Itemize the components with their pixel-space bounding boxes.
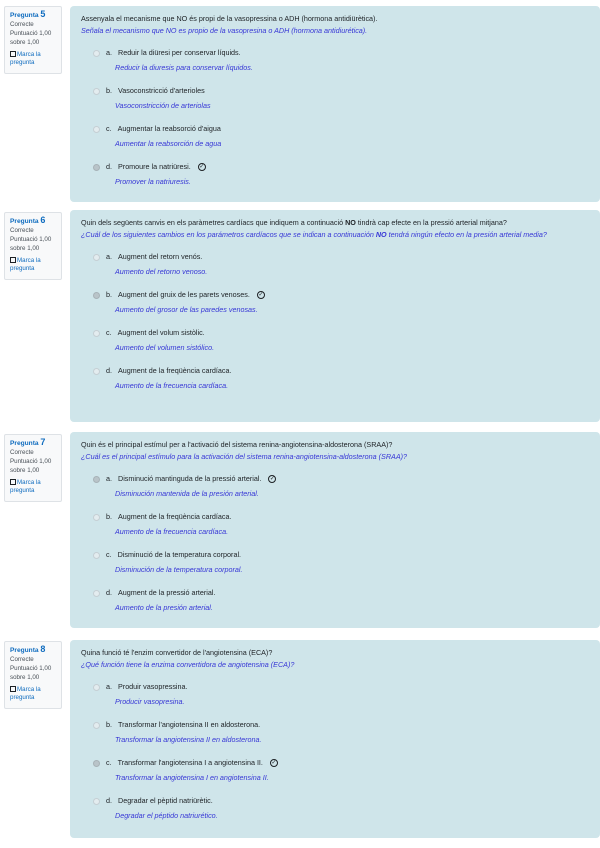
flag-icon <box>10 51 16 57</box>
question-info <box>4 641 62 709</box>
question-translation: ¿Qué función tiene la enzima convertidora de angiotensina (ECA)? <box>81 660 295 669</box>
check-circle-icon: ✓ <box>271 760 277 766</box>
option-translation: Degradar el péptido natriurético. <box>115 811 218 820</box>
option-text: Degradar el pèptid natriürètic. <box>118 796 213 805</box>
radio-button[interactable] <box>93 254 100 261</box>
option-text: Transformar l'angiotensina II en aldosterona. <box>118 720 261 729</box>
radio-button[interactable] <box>93 330 100 337</box>
question-translation: ¿Cuál de los siguientes cambios en los parámetros cardíacos que se indican a continuación NO tendrá ningún efecto en la presión arterial media? <box>81 230 547 239</box>
question-score: Puntuació 1,00 sobre 1,00 <box>10 30 52 46</box>
question-label: Pregunta <box>10 218 39 225</box>
option-translation: Vasoconstricción de arteriolas <box>115 101 211 110</box>
question-info <box>4 434 62 502</box>
answer-option[interactable] <box>81 252 588 277</box>
question-number: 7 <box>40 437 46 447</box>
option-translation: Aumento de la frecuencia cardíaca. <box>115 527 229 536</box>
radio-button[interactable] <box>93 368 100 375</box>
option-letter: a. <box>106 48 112 57</box>
answer-option[interactable] <box>81 796 588 821</box>
option-letter: b. <box>106 86 112 95</box>
option-letter: b. <box>106 290 112 299</box>
option-text: Reduir la diüresi per conservar líquids. <box>118 48 241 57</box>
option-translation: Aumento del retorno venoso. <box>115 267 208 276</box>
option-text: Augment de la pressió arterial. <box>118 588 216 597</box>
flag-question-link[interactable] <box>10 257 57 273</box>
option-text: Augmentar la reabsorció d'aigua <box>117 124 221 133</box>
question-content <box>70 6 600 202</box>
answer-option[interactable] <box>81 550 588 575</box>
question-score: Puntuació 1,00 sobre 1,00 <box>10 236 52 252</box>
answer-option[interactable] <box>81 758 588 783</box>
question-label: Pregunta <box>10 12 39 19</box>
question-state: Correcte <box>10 656 34 664</box>
question-text: Quin és el principal estímul per a l'activació del sistema renina-angiotensina-aldosterona (SRAA)? <box>81 440 393 449</box>
option-letter: c. <box>106 758 112 767</box>
option-text: Promoure la natriüresi. <box>118 162 191 171</box>
answer-option[interactable] <box>81 162 588 187</box>
flag-label: Marca la pregunta <box>10 50 41 67</box>
flag-label: Marca la pregunta <box>10 685 41 702</box>
question-text: Assenyala el mecanisme que NO és propi de la vasopressina o ADH (hormona antidiürètica). <box>81 14 378 23</box>
question-translation: Señala el mecanismo que NO es propio de la vasopresina o ADH (hormona antidiurética). <box>81 26 368 35</box>
check-circle-icon: ✓ <box>269 476 275 482</box>
question-number: 8 <box>40 644 46 654</box>
answer-option[interactable] <box>81 48 588 73</box>
answer-option[interactable] <box>81 290 588 315</box>
radio-button-selected[interactable] <box>93 292 100 299</box>
answer-option[interactable] <box>81 474 588 499</box>
question-text: Quin dels següents canvis en els paràmetres cardíacs que indiquem a continuació NO tindrà cap efecte en la pressió arterial mitjana? <box>81 218 507 227</box>
option-text: Transformar l'angiotensina I a angiotensina II. <box>117 758 263 767</box>
radio-button[interactable] <box>93 590 100 597</box>
answer-option[interactable] <box>81 682 588 707</box>
option-letter: a. <box>106 682 112 691</box>
answer-option[interactable] <box>81 588 588 613</box>
question-label: Pregunta <box>10 440 39 447</box>
question-translation: ¿Cuál es el principal estímulo para la activación del sistema renina-angiotensina-aldosterona (SRAA)? <box>81 452 407 461</box>
option-text: Augment de la freqüència cardíaca. <box>118 512 232 521</box>
radio-button[interactable] <box>93 126 100 133</box>
option-letter: c. <box>106 124 112 133</box>
radio-button[interactable] <box>93 50 100 57</box>
option-letter: d. <box>106 162 112 171</box>
option-translation: Transformar la angiotensina II en aldosterona. <box>115 735 262 744</box>
flag-question-link[interactable] <box>10 479 57 495</box>
question-content <box>70 210 600 422</box>
answer-list <box>81 474 588 613</box>
option-letter: d. <box>106 588 112 597</box>
answer-option[interactable] <box>81 124 588 149</box>
option-translation: Transformar la angiotensina I en angiotensina II. <box>115 773 269 782</box>
option-letter: d. <box>106 796 112 805</box>
option-text: Vasoconstricció d'arterioles <box>118 86 205 95</box>
question-state: Correcte <box>10 21 34 29</box>
flag-question-link[interactable] <box>10 51 57 67</box>
question-content <box>70 640 600 838</box>
option-text: Produir vasopressina. <box>118 682 188 691</box>
radio-button-selected[interactable] <box>93 760 100 767</box>
option-letter: c. <box>106 328 112 337</box>
option-translation: Aumento de la frecuencia cardíaca. <box>115 381 229 390</box>
answer-list <box>81 252 588 391</box>
flag-label: Marca la pregunta <box>10 256 41 273</box>
question-score: Puntuació 1,00 sobre 1,00 <box>10 665 52 681</box>
question-number: 6 <box>40 215 46 225</box>
radio-button[interactable] <box>93 722 100 729</box>
radio-button[interactable] <box>93 684 100 691</box>
option-translation: Disminución mantenida de la presión arterial. <box>115 489 259 498</box>
radio-button[interactable] <box>93 798 100 805</box>
option-letter: a. <box>106 474 112 483</box>
question-number: 5 <box>40 9 46 19</box>
radio-button[interactable] <box>93 514 100 521</box>
option-translation: Promover la natriuresis. <box>115 177 191 186</box>
option-translation: Aumento del volumen sistólico. <box>115 343 215 352</box>
option-letter: b. <box>106 512 112 521</box>
option-text: Disminució mantinguda de la pressió arterial. <box>118 474 262 483</box>
option-translation: Aumentar la reabsorción de agua <box>115 139 222 148</box>
question-state: Correcte <box>10 449 34 457</box>
answer-option[interactable] <box>81 720 588 745</box>
option-translation: Aumento del grosor de las paredes venosas. <box>115 305 258 314</box>
question-text: Quina funció té l'enzim convertidor de l'angiotensina (ECA)? <box>81 648 273 657</box>
flag-icon <box>10 479 16 485</box>
question-info <box>4 212 62 280</box>
question-label: Pregunta <box>10 647 39 654</box>
question-content <box>70 432 600 628</box>
option-text: Augment del volum sistòlic. <box>117 328 205 337</box>
option-text: Disminució de la temperatura corporal. <box>117 550 242 559</box>
option-letter: a. <box>106 252 112 261</box>
option-text: Augment del gruix de les parets venoses. <box>118 290 250 299</box>
radio-button-selected[interactable] <box>93 476 100 483</box>
option-translation: Reducir la diuresis para conservar líquidos. <box>115 63 253 72</box>
answer-option[interactable] <box>81 328 588 353</box>
radio-button[interactable] <box>93 88 100 95</box>
flag-icon <box>10 686 16 692</box>
flag-question-link[interactable] <box>10 686 57 702</box>
option-text: Augment del retorn venós. <box>118 252 203 261</box>
question-state: Correcte <box>10 227 34 235</box>
option-letter: b. <box>106 720 112 729</box>
question-score: Puntuació 1,00 sobre 1,00 <box>10 458 52 474</box>
check-circle-icon: ✓ <box>258 292 264 298</box>
flag-icon <box>10 257 16 263</box>
option-translation: Aumento de la presión arterial. <box>115 603 213 612</box>
answer-list <box>81 682 588 821</box>
check-circle-icon: ✓ <box>199 164 205 170</box>
radio-button-selected[interactable] <box>93 164 100 171</box>
question-info <box>4 6 62 74</box>
answer-list <box>81 48 588 187</box>
radio-button[interactable] <box>93 552 100 559</box>
answer-option[interactable] <box>81 86 588 111</box>
answer-option[interactable] <box>81 366 588 391</box>
option-letter: d. <box>106 366 112 375</box>
flag-label: Marca la pregunta <box>10 478 41 495</box>
option-translation: Producir vasopresina. <box>115 697 185 706</box>
option-text: Augment de la freqüència cardíaca. <box>118 366 232 375</box>
answer-option[interactable] <box>81 512 588 537</box>
option-letter: c. <box>106 550 112 559</box>
option-translation: Disminución de la temperatura corporal. <box>115 565 243 574</box>
